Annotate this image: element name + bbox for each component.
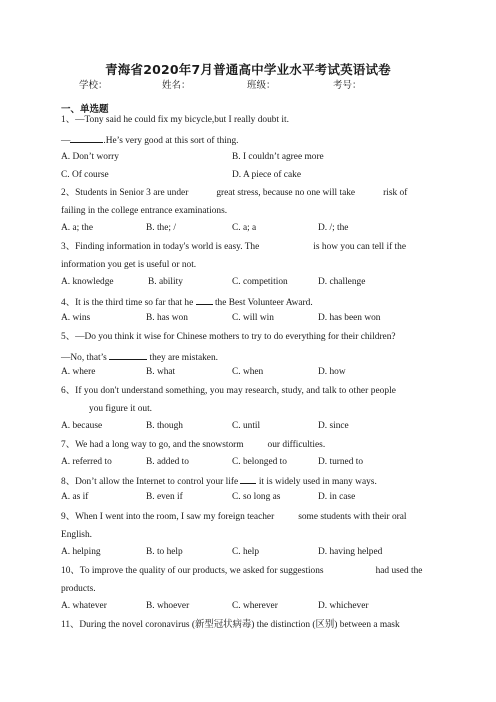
question-5-option-d[interactable]: D. how	[318, 367, 346, 377]
stem-text: they are mistaken.	[149, 353, 218, 363]
stem-text: 8、Don’t allow the Internet to control your life	[61, 477, 239, 487]
question-7-stem	[61, 439, 437, 451]
question-2-stem-cont: failing in the college entrance examinations.	[61, 206, 228, 216]
question-9-stem-cont: English.	[61, 530, 92, 540]
question-9-option-b[interactable]: B. to help	[146, 547, 183, 557]
number-label: 考号：	[333, 80, 362, 91]
question-1-option-b[interactable]: B. I couldn’t agree more	[232, 152, 324, 162]
question-10-option-c[interactable]: C. wherever	[232, 601, 278, 611]
question-7-option-a[interactable]: A. referred to	[61, 457, 112, 467]
class-label: 班级：	[247, 80, 276, 91]
question-3-option-b[interactable]: B. ability	[148, 277, 183, 287]
question-7-option-b[interactable]: B. added to	[146, 457, 189, 467]
stem-text: 2、Students in Senior 3 are under	[61, 188, 189, 198]
stem-text: 3、Finding information in today's world is easy. The	[61, 242, 260, 252]
question-2-option-c[interactable]: C. a; a	[232, 223, 257, 233]
question-6-option-b[interactable]: B. though	[146, 421, 183, 431]
answer-blank	[109, 350, 147, 360]
question-10-option-d[interactable]: D. whichever	[318, 601, 369, 611]
question-10-option-a[interactable]: A. whatever	[61, 601, 107, 611]
stem-text: risk of	[383, 188, 408, 198]
stem-text: 7、We had a long way to go, and the snowstorm	[61, 440, 244, 450]
question-1-option-a[interactable]: A. Don’t worry	[61, 152, 119, 162]
name-label: 姓名：	[162, 80, 191, 91]
answer-blank	[240, 474, 256, 484]
question-1-option-d[interactable]: D. A piece of cake	[232, 170, 301, 180]
exam-title: 青海省2020年7月普通高中学业水平考试英语试卷	[105, 62, 391, 77]
question-11-stem: 11、During the novel coronavirus (新型冠状病毒) the distinction (区别) between a mask	[61, 620, 400, 630]
question-10-stem	[61, 565, 437, 577]
stem-text: some students with their oral	[298, 512, 407, 522]
question-8-option-a[interactable]: A. as if	[61, 492, 89, 502]
stem-text: 9、When I went into the room, I saw my foreign teacher	[61, 512, 275, 522]
question-1-option-c[interactable]: C. Of course	[61, 170, 109, 180]
student-info-row	[0, 77, 496, 91]
question-8-option-b[interactable]: B. even if	[146, 492, 183, 502]
question-3-stem	[61, 241, 437, 253]
question-6-option-c[interactable]: C. until	[232, 421, 261, 431]
question-3-option-d[interactable]: D. challenge	[318, 277, 366, 287]
question-8-stem	[61, 474, 437, 488]
question-1-stem: 1、—Tony said he could fix my bicycle,but I really doubt it.	[61, 115, 289, 125]
school-label: 学校：	[79, 80, 108, 91]
stem-text: great stress, because no one will take	[216, 188, 356, 198]
question-9-option-d[interactable]: D. having helped	[318, 547, 383, 557]
stem-text: it is widely used in many ways.	[258, 477, 377, 487]
question-3-stem-cont: information you get is useful or not.	[61, 260, 197, 270]
question-2-option-a[interactable]: A. a; the	[61, 223, 94, 233]
stem-text: is how you can tell if the	[313, 242, 406, 252]
question-5-option-c[interactable]: C. when	[232, 367, 264, 377]
question-2-stem	[61, 187, 437, 199]
question-2-option-b[interactable]: B. the; /	[146, 223, 176, 233]
question-9-stem	[61, 511, 437, 523]
question-4-option-b[interactable]: B. has won	[146, 313, 188, 323]
question-7-option-d[interactable]: D. turned to	[318, 457, 364, 467]
question-8-option-c[interactable]: C. so long as	[232, 492, 281, 502]
stem-text: 4、It is the third time so far that he	[61, 298, 194, 308]
question-10-option-b[interactable]: B. whoever	[146, 601, 190, 611]
answer-blank	[70, 133, 103, 143]
question-6-option-a[interactable]: A. because	[61, 421, 103, 431]
question-3-option-c[interactable]: C. competition	[232, 277, 288, 287]
stem-text: .He’s very good at this sort of thing.	[103, 136, 239, 146]
question-3-option-a[interactable]: A. knowledge	[61, 277, 114, 287]
question-6-stem: 6、If you don't understand something, you may research, study, and talk to other people	[61, 386, 396, 396]
section-title: 一、单选题	[61, 104, 109, 115]
question-9-option-c[interactable]: C. help	[232, 547, 260, 557]
question-6-stem-cont: you figure it out.	[89, 404, 153, 414]
stem-text: 10、To improve the quality of our products, we asked for suggestions	[61, 566, 324, 576]
question-8-option-d[interactable]: D. in case	[318, 492, 356, 502]
question-4-option-d[interactable]: D. has been won	[318, 313, 381, 323]
question-4-option-c[interactable]: C. will win	[232, 313, 274, 323]
dash-text: —	[61, 136, 71, 146]
stem-text: our difficulties.	[267, 440, 326, 450]
question-5-stem: 5、—Do you think it wise for Chinese mothers to try to do everything for their children?	[61, 332, 396, 342]
question-5-response	[61, 350, 437, 364]
question-7-option-c[interactable]: C. belonged to	[232, 457, 287, 467]
question-4-stem	[61, 295, 437, 309]
question-5-option-a[interactable]: A. where	[61, 367, 96, 377]
stem-text: had used the	[375, 566, 423, 576]
question-6-option-d[interactable]: D. since	[318, 421, 349, 431]
question-10-stem-cont: products.	[61, 584, 96, 594]
stem-text: —No, that’s	[61, 353, 107, 363]
question-4-option-a[interactable]: A. wins	[61, 313, 91, 323]
stem-text: the Best Volunteer Award.	[214, 298, 313, 308]
answer-blank	[196, 295, 213, 305]
question-2-option-d[interactable]: D. /; the	[318, 223, 349, 233]
question-1-response	[61, 133, 437, 147]
question-9-option-a[interactable]: A. helping	[61, 547, 101, 557]
question-5-option-b[interactable]: B. what	[146, 367, 176, 377]
